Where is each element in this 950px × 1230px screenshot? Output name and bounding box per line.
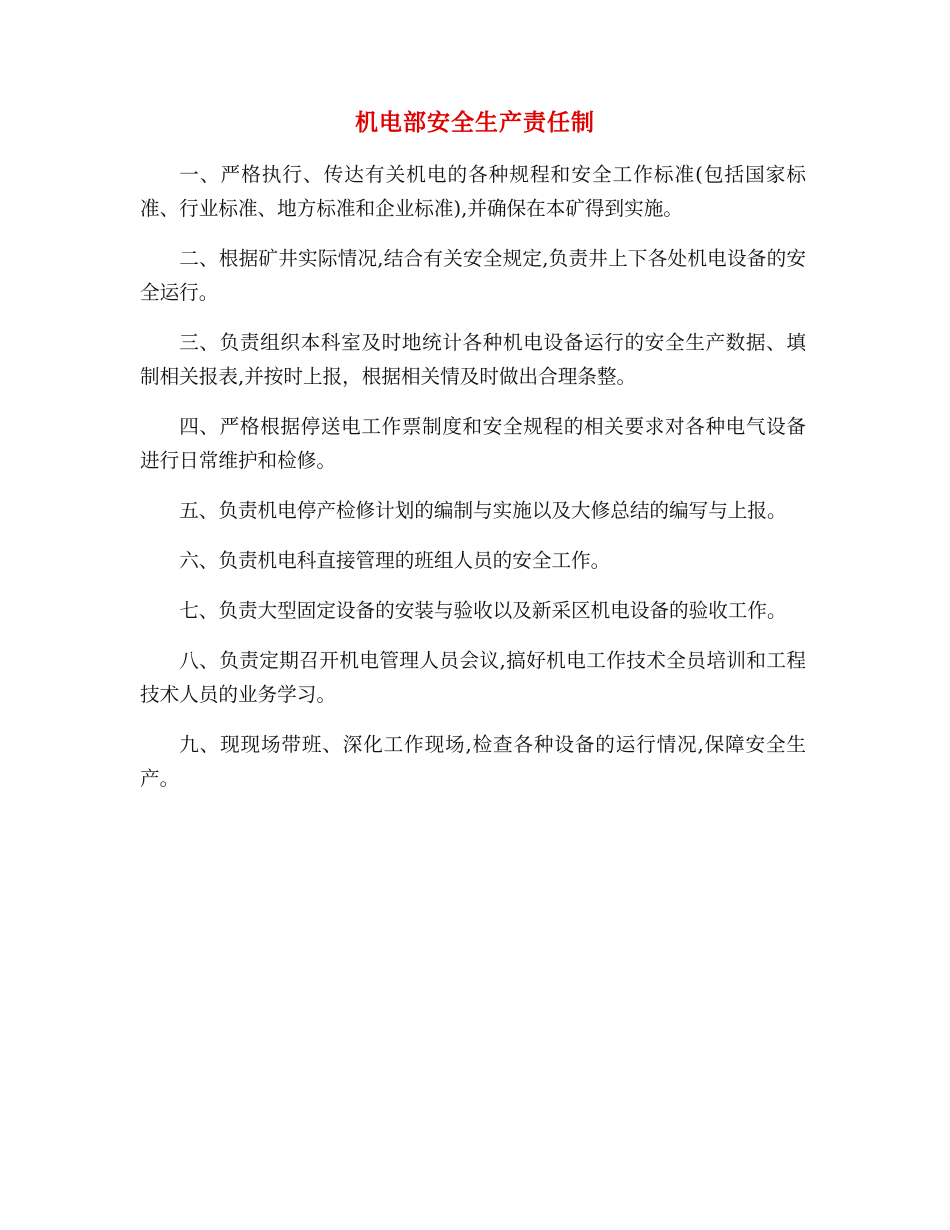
paragraph-6: 六、负责机电科直接管理的班组人员的安全工作。 [179,549,611,572]
document-title: 机电部安全生产责任制 [355,110,595,136]
paragraph-9: 九、现现场带班、深化工作现场,检查各种设备的运行情况,保障安全生产。 [140,733,806,790]
paragraph-4: 四、严格根据停送电工作票制度和安全规程的相关要求对各种电气设备进行日常维护和检修。 [140,415,806,472]
paragraph-1: 一、严格执行、传达有关机电的各种规程和安全工作标准(包括国家标准、行业标准、地方标准和企业标准),并确保在本矿得到实施。 [140,163,806,220]
paragraph-2: 二、根据矿井实际情况,结合有关安全规定,负责井上下各处机电设备的安全运行。 [140,247,806,304]
paragraph-5: 五、负责机电停产检修计划的编制与实施以及大修总结的编写与上报。 [179,499,787,522]
paragraph-7: 七、负责大型固定设备的安装与验收以及新采区机电设备的验收工作。 [179,599,787,622]
paragraph-3: 三、负责组织本科室及时地统计各种机电设备运行的安全生产数据、填制相关报表,并按时上报，根据相关情及时做出合理条整。 [140,331,806,388]
paragraph-8: 八、负责定期召开机电管理人员会议,搞好机电工作技术全员培训和工程技术人员的业务学习。 [140,649,806,706]
document-body [140,158,806,812]
